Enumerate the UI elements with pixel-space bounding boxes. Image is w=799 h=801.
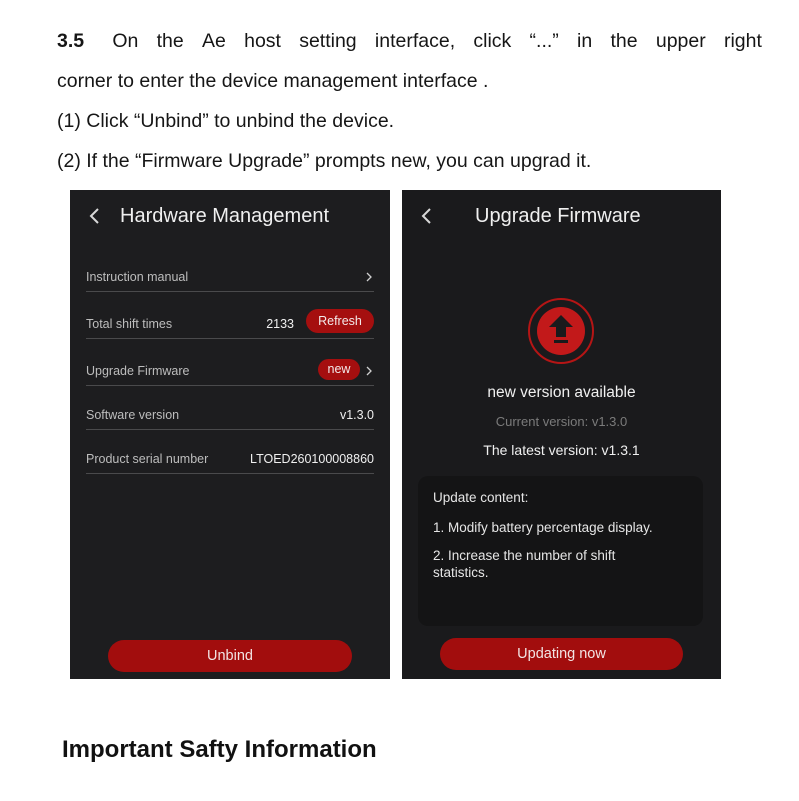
latest-version-text: The latest version: v1.3.1 bbox=[483, 442, 640, 458]
word: On bbox=[112, 30, 139, 52]
screen-header bbox=[402, 190, 721, 248]
word: right bbox=[723, 30, 762, 52]
word: the bbox=[610, 30, 638, 52]
menu-row-upgrade-firmware[interactable] bbox=[86, 341, 374, 386]
section-number: 3.5 bbox=[57, 30, 85, 52]
word: click bbox=[473, 30, 512, 52]
word: setting bbox=[299, 30, 357, 52]
instruction-line-1 bbox=[57, 28, 762, 54]
menu-row-software-version bbox=[86, 385, 374, 430]
row-label: Instruction manual bbox=[86, 270, 189, 284]
word: the bbox=[156, 30, 184, 52]
shift-count-value: 2133 bbox=[266, 317, 294, 331]
word: in bbox=[577, 30, 593, 52]
update-item: 1. Modify battery percentage display. bbox=[433, 520, 653, 535]
update-content-title: Update content: bbox=[433, 490, 529, 505]
hardware-management-screen bbox=[70, 190, 390, 679]
row-label: Product serial number bbox=[86, 452, 209, 466]
word: host bbox=[244, 30, 281, 52]
menu-row-total-shift-times bbox=[86, 294, 374, 339]
instruction-line-2: corner to enter the device management interface . bbox=[57, 70, 489, 92]
new-version-status: new version available bbox=[487, 384, 636, 401]
serial-number-value: LTOED260100008860 bbox=[250, 452, 374, 466]
new-badge: new bbox=[318, 359, 360, 380]
back-arrow-icon[interactable] bbox=[88, 206, 102, 226]
word: upper bbox=[655, 30, 706, 52]
software-version-value: v1.3.0 bbox=[339, 408, 374, 422]
menu-row-serial-number bbox=[86, 429, 374, 474]
word: “...” bbox=[529, 30, 559, 52]
chevron-right-icon bbox=[366, 272, 372, 282]
instruction-step-1: (1) Click “Unbind” to unbind the device. bbox=[57, 110, 395, 132]
menu-row-instruction-manual[interactable] bbox=[86, 247, 374, 292]
refresh-button[interactable]: Refresh bbox=[306, 309, 374, 333]
back-arrow-icon[interactable] bbox=[420, 206, 434, 226]
screen-header bbox=[70, 190, 390, 248]
section-heading: Important Safty Information bbox=[62, 736, 377, 763]
word: Ae bbox=[201, 30, 226, 52]
upgrade-arrow-icon bbox=[527, 297, 595, 365]
screen-title: Hardware Management bbox=[120, 205, 329, 227]
row-label: Software version bbox=[86, 408, 180, 422]
row-label: Upgrade Firmware bbox=[86, 364, 190, 378]
update-content-panel bbox=[418, 476, 703, 626]
instruction-step-2: (2) If the “Firmware Upgrade” prompts new, you can upgrad it. bbox=[57, 150, 592, 172]
updating-now-button[interactable]: Updating now bbox=[440, 638, 683, 670]
upgrade-firmware-screen bbox=[402, 190, 721, 679]
chevron-right-icon bbox=[366, 366, 372, 376]
row-label: Total shift times bbox=[86, 317, 173, 331]
update-item: 2. Increase the number of shift statistics. bbox=[433, 548, 616, 580]
current-version-text: Current version: v1.3.0 bbox=[495, 414, 628, 429]
screen-title: Upgrade Firmware bbox=[475, 205, 641, 227]
unbind-button[interactable]: Unbind bbox=[108, 640, 352, 672]
word: interface, bbox=[374, 30, 456, 52]
